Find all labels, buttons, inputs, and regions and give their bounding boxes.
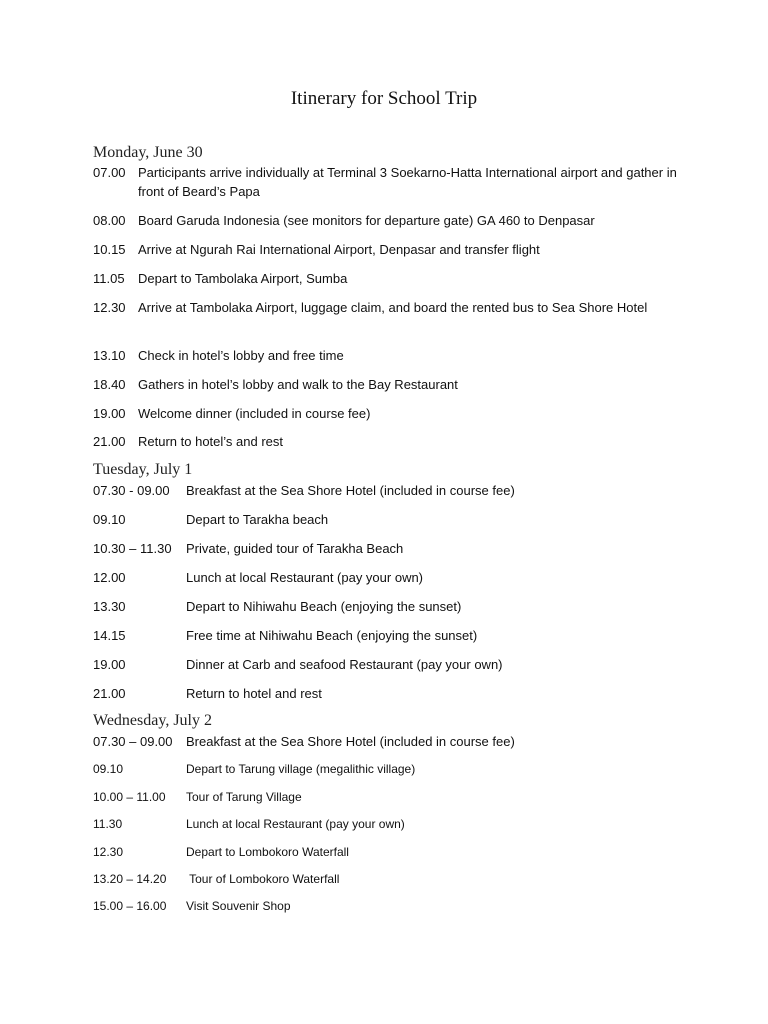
item-time: 15.00 – 16.00: [93, 899, 167, 913]
item-description: Free time at Nihiwahu Beach (enjoying the sunset): [186, 628, 478, 643]
item-description: Lunch at local Restaurant (pay your own): [186, 817, 405, 831]
item-description: Welcome dinner (included in course fee): [138, 406, 371, 421]
itinerary-item: [93, 843, 693, 862]
item-description: Tour of Tarung Village: [186, 790, 302, 804]
itinerary-item: [93, 626, 693, 645]
item-time: 09.10: [93, 762, 124, 776]
item-time: 21.00: [93, 434, 126, 449]
itinerary-item: [93, 510, 693, 529]
item-description: Gathers in hotel’s lobby and walk to the Bay Restaurant: [138, 377, 458, 392]
item-description: Private, guided tour of Tarakha Beach: [186, 541, 404, 556]
itinerary-item: [93, 375, 693, 394]
itinerary-item: [93, 815, 693, 834]
itinerary-item: [93, 870, 693, 889]
itinerary-item: [93, 211, 693, 230]
item-time: 13.10: [93, 348, 126, 363]
item-description: Depart to Tarakha beach: [186, 512, 329, 527]
item-description: Return to hotel and rest: [186, 686, 322, 701]
itinerary-item: [93, 481, 693, 500]
item-time: 11.05: [93, 271, 125, 286]
item-time: 13.20 – 14.20: [93, 872, 167, 886]
item-time: 19.00: [93, 406, 126, 421]
itinerary-item: [93, 298, 693, 317]
item-description: Dinner at Carb and seafood Restaurant (pay your own): [186, 657, 503, 672]
item-description: Check in hotel’s lobby and free time: [138, 348, 344, 363]
itinerary-item: [93, 163, 693, 201]
itinerary-item: [93, 760, 693, 779]
itinerary-item: [93, 788, 693, 807]
day-heading-monday: Monday, June 30: [93, 144, 203, 161]
page-title: Itinerary for School Trip: [290, 88, 478, 109]
itinerary-item: [93, 346, 693, 365]
itinerary-item: [93, 597, 693, 616]
item-description: Board Garuda Indonesia (see monitors for departure gate) GA 460 to Denpasar: [138, 213, 595, 228]
item-time: 11.30: [93, 817, 123, 831]
itinerary-item: [93, 240, 693, 259]
item-description: Depart to Tambolaka Airport, Sumba: [138, 271, 348, 286]
itinerary-item: [93, 539, 693, 558]
item-time: 13.30: [93, 599, 126, 614]
itinerary-item: [93, 655, 693, 674]
item-description: Depart to Tarung village (megalithic village): [186, 762, 416, 776]
item-description: Arrive at Tambolaka Airport, luggage claim, and board the rented bus to Sea Shore Hotel: [138, 300, 648, 315]
item-time: 09.10: [93, 512, 126, 527]
itinerary-item: [93, 269, 693, 288]
item-time: 08.00: [93, 213, 126, 228]
item-description: Arrive at Ngurah Rai International Airport, Denpasar and transfer flight: [138, 242, 540, 257]
itinerary-item: [93, 684, 693, 703]
itinerary-item: [93, 897, 693, 916]
item-time: 21.00: [93, 686, 126, 701]
item-description: Visit Souvenir Shop: [186, 899, 291, 913]
itinerary-item: [93, 732, 693, 751]
item-time: 12.00: [93, 570, 126, 585]
item-description: Participants arrive individually at Terminal 3 Soekarno-Hatta International airport and gather in front of Beard’s Papa: [138, 165, 677, 199]
item-time: 14.15: [93, 628, 126, 643]
item-time: 07.30 – 09.00: [93, 734, 173, 749]
day-heading-tuesday: Tuesday, July 1: [93, 461, 193, 478]
item-description: Lunch at local Restaurant (pay your own): [186, 570, 424, 585]
itinerary-item: [93, 568, 693, 587]
item-time: 10.15: [93, 242, 126, 257]
item-time: 10.30 – 11.30: [93, 541, 172, 556]
itinerary-item: [93, 432, 693, 451]
day-heading-wednesday: Wednesday, July 2: [93, 712, 212, 729]
item-time: 12.30: [93, 845, 124, 859]
item-time: 12.30: [93, 300, 126, 315]
item-time: 07.00: [93, 165, 126, 180]
item-description: Tour of Lombokoro Waterfall: [186, 872, 340, 886]
itinerary-item: [93, 404, 693, 423]
item-description: Depart to Nihiwahu Beach (enjoying the sunset): [186, 599, 462, 614]
item-description: Return to hotel’s and rest: [138, 434, 284, 449]
item-time: 18.40: [93, 377, 126, 392]
item-description: Depart to Lombokoro Waterfall: [186, 845, 349, 859]
item-time: 07.30 - 09.00: [93, 483, 170, 498]
item-description: Breakfast at the Sea Shore Hotel (included in course fee): [186, 483, 515, 498]
item-time: 19.00: [93, 657, 126, 672]
item-description: Breakfast at the Sea Shore Hotel (included in course fee): [186, 734, 515, 749]
item-time: 10.00 – 11.00: [93, 790, 166, 804]
